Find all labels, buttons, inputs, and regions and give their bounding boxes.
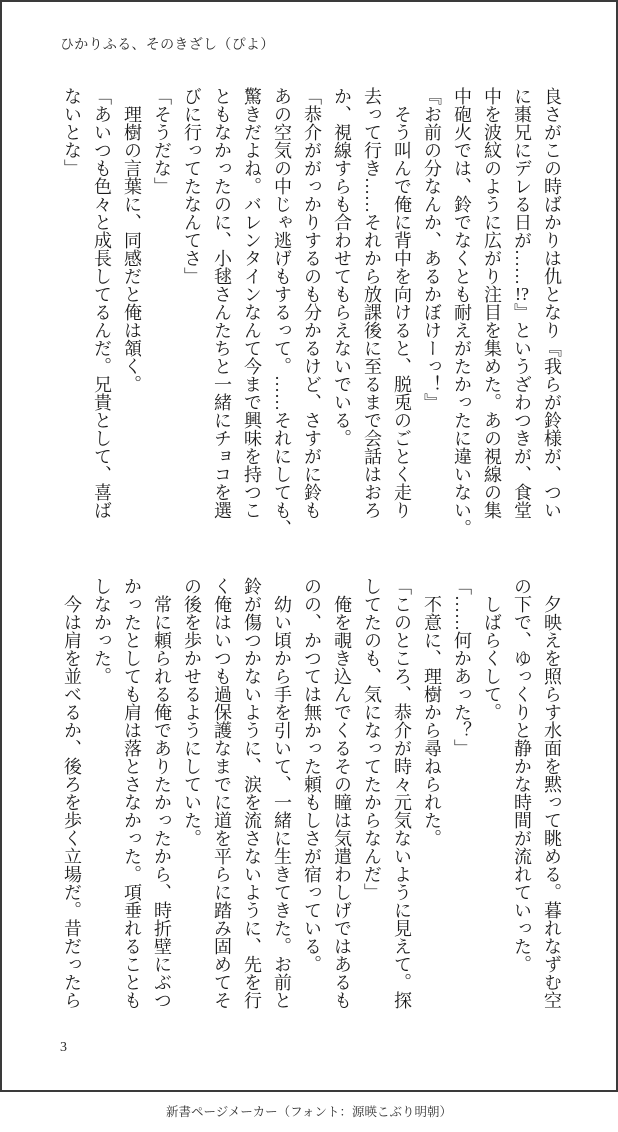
- text-column: か、視線すらも合わせてもらえないでいる。: [332, 87, 352, 447]
- text-column: の下で、ゆっくりと静かな時間が流れていった。: [512, 577, 532, 973]
- text-column: ないとな」: [62, 87, 82, 177]
- page-number: 3: [60, 1040, 67, 1055]
- text-column: 『お前の分なんか、あるかぼけーっ！』: [422, 87, 442, 411]
- text-column: 「……何かあった？」: [452, 577, 472, 757]
- footer-caption: 新書ページメーカー（フォント：源暎こぶり明朝）: [165, 1105, 452, 1119]
- text-column: かったとしても肩は落とさなかった。項垂れることも: [122, 577, 142, 1009]
- text-block-top: [57, 87, 567, 537]
- text-column: に棗兄にデレる日が……!?』というざわつきが、食堂: [512, 87, 532, 519]
- text-column: 驚きだよね。バレンタインなんて今まで興味を持つこ: [242, 87, 262, 519]
- text-column: 不意に、理樹から尋ねられた。: [422, 577, 442, 847]
- tate-chu-yoko: !?: [515, 285, 529, 303]
- text-block-bottom: [57, 577, 567, 1009]
- text-column: しなかった。: [92, 577, 112, 685]
- text-column: 理樹の言葉に、同感だと俺は頷く。: [122, 87, 142, 393]
- text-column: 夕映えを照らす水面を黙って眺める。暮れなずむ空: [542, 577, 562, 1009]
- text-column: 中を波紋のように広がり注目を集めた。あの視線の集: [482, 87, 502, 519]
- text-column: しばらくして。: [482, 577, 502, 721]
- text-column: 去って行き……それから放課後に至るまで会話はおろ: [362, 87, 382, 519]
- text-column: 幼い頃から手を引いて、一緒に生きてきた。お前と: [272, 577, 292, 1009]
- text-column: 常に頼られる俺でありたかったから、時折壁にぶつ: [152, 577, 172, 1009]
- running-header: ひかりふる、そのきざし（ぴよ）: [60, 38, 275, 53]
- text-column: そう叫んで俺に背中を向けると、脱兎のごとく走り: [392, 87, 412, 519]
- text-column: 「あいつも色々と成長してるんだ。兄貴として、喜ば: [92, 87, 112, 519]
- text-column: びに行ってたなんてさ」: [182, 87, 202, 285]
- text-column: のの、かつては無かった頼もしさが宿っている。: [302, 577, 322, 973]
- text-column: ともなかったのに、小毬さんたちと一緒にチョコを選: [212, 87, 232, 519]
- text-column: 「そうだな」: [152, 87, 172, 195]
- text-column: 中砲火では、鈴でなくとも耐えがたかったに違いない。: [452, 87, 472, 537]
- text-column: 「このところ、恭介が時々元気ないように見えて。探: [392, 577, 412, 1009]
- text-column: の後を歩かせるようにしていた。: [182, 577, 202, 847]
- text-column: 今は肩を並べるか、後ろを歩く立場だ。昔だったら: [62, 577, 82, 1009]
- text-column: く俺はいつも過保護なまでに道を平らに踏み固めてそ: [212, 577, 232, 1009]
- text-column: 鈴が傷つかないように、涙を流さないように、先を行: [242, 577, 262, 1009]
- text-column: 「恭介ががっかりするのも分かるけど、さすがに鈴も: [302, 87, 322, 519]
- text-column: 俺を覗き込んでくるその瞳は気遣わしげではあるも: [332, 577, 352, 1009]
- text-column: してたのも、気になってたからなんだ」: [362, 577, 382, 901]
- text-column: 良さがこの時ばかりは仇となり『我らが鈴様が、つい: [542, 87, 562, 519]
- text-column: あの空気の中じゃ逃げもするって。……それにしても、: [272, 87, 292, 537]
